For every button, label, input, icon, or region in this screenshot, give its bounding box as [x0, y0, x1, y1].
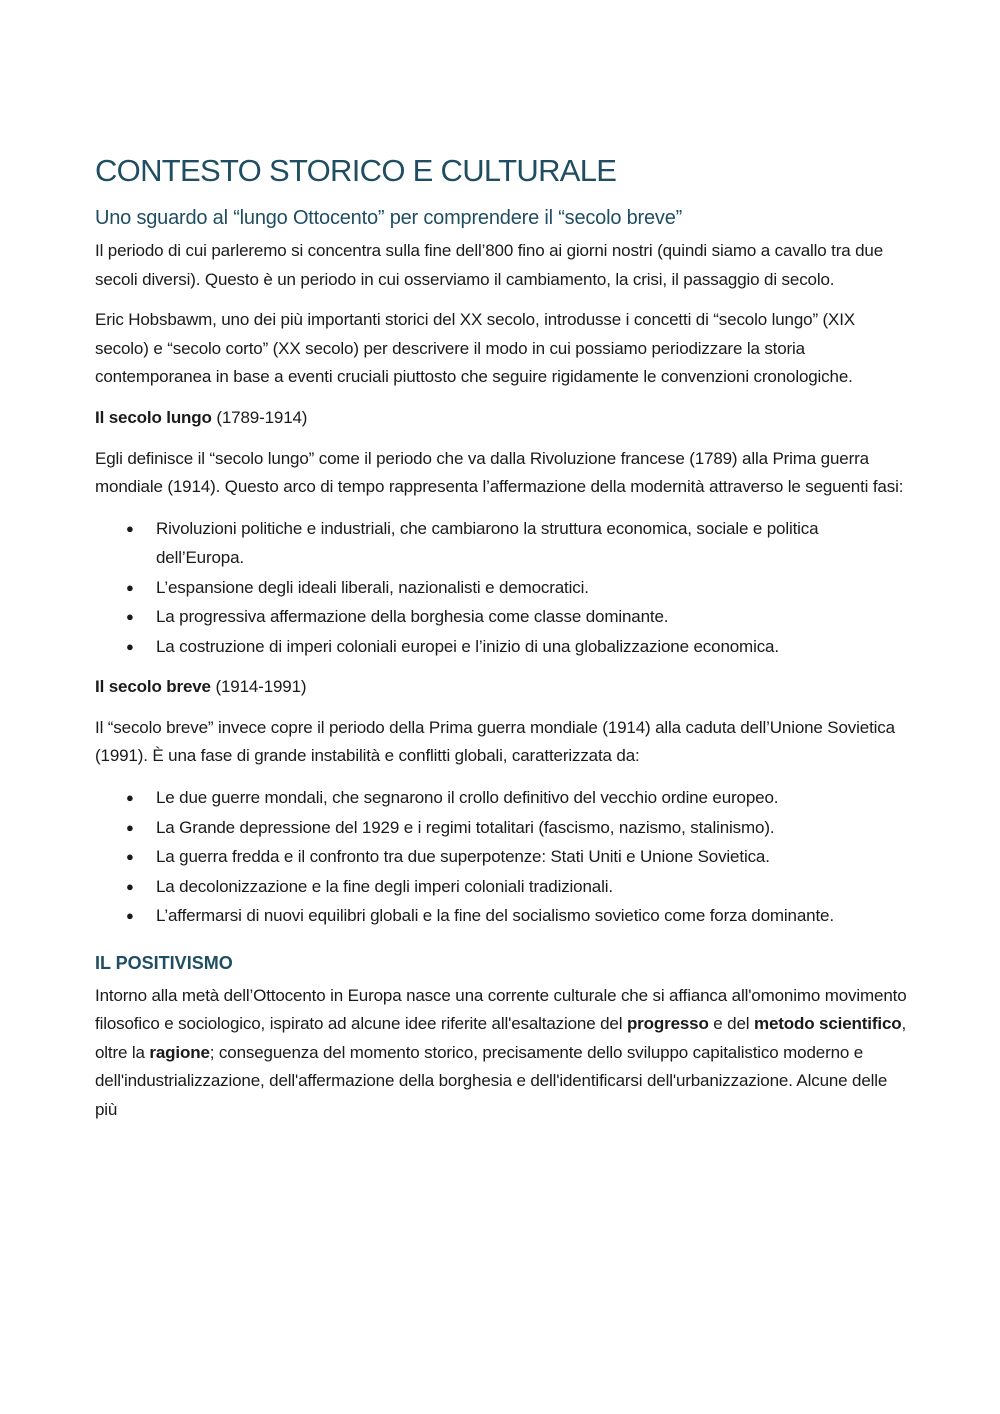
bullet-icon: ● — [126, 878, 134, 894]
secolo-lungo-text: Egli definisce il “secolo lungo” come il periodo che va dalla Rivoluzione francese (1789) alla Prima guerra mondiale (1914). Questo arco di tempo rappresenta l’affermazione della modernità attraverso le seguenti fasi: — [95, 448, 904, 497]
bullet-icon: ● — [126, 908, 134, 924]
secolo-breve-heading-bold: Il secolo breve — [95, 677, 211, 697]
positivismo-bold-progresso: progresso — [626, 1014, 709, 1034]
list-item-text: L’affermarsi di nuovi equilibri globali e la fine del socialismo sovietico come forza dominante. — [156, 906, 834, 926]
bullet-icon: ● — [126, 849, 134, 865]
bullet-icon: ● — [126, 520, 134, 536]
page-title: CONTESTO STORICO E CULTURALE — [95, 153, 617, 188]
page-subtitle: Uno sguardo al “lungo Ottocento” per comprendere il “secolo breve” — [95, 207, 683, 229]
secolo-breve-list — [95, 783, 910, 931]
document-page — [95, 148, 910, 1137]
positivismo-text-4: ; conseguenza del momento storico, precisamente dello sviluppo capitalistico moderno e dell'industrializzazione, dell'affermazione della borghesia e dell'identificarsi dell'urbanizzazione. Alcune delle più — [95, 1042, 888, 1119]
list-item — [126, 842, 910, 872]
positivismo-bold-ragione: ragione — [149, 1042, 210, 1062]
bullet-icon: ● — [126, 790, 134, 806]
secolo-breve-text: Il “secolo breve” invece copre il periodo della Prima guerra mondiale (1914) alla caduta dell’Unione Sovietica (1991). È una fase di grande instabilità e conflitti globali, caratterizzata da: — [95, 717, 895, 766]
list-item — [126, 632, 910, 662]
list-item-text: La Grande depressione del 1929 e i regimi totalitari (fascismo, nazismo, stalinismo). — [156, 817, 775, 837]
bullet-icon: ● — [126, 609, 134, 625]
list-item-text: La progressiva affermazione della borghesia come classe dominante. — [156, 607, 669, 627]
bullet-icon: ● — [126, 579, 134, 595]
list-item-text: La costruzione di imperi coloniali europei e l’inizio di una globalizzazione economica. — [156, 636, 779, 656]
list-item-text: La guerra fredda e il confronto tra due superpotenze: Stati Uniti e Unione Sovietica. — [156, 847, 770, 867]
list-item — [126, 813, 910, 843]
list-item-text: Rivoluzioni politiche e industriali, che cambiarono la struttura economica, sociale e politica dell’Europa. — [156, 518, 819, 568]
secolo-breve-heading — [95, 673, 910, 702]
list-item-text: L’espansione degli ideali liberali, nazionalisti e democratici. — [156, 577, 589, 597]
positivismo-text-2: e del — [708, 1014, 754, 1034]
secolo-lungo-heading-dates: (1789-1914) — [211, 407, 308, 427]
list-item — [126, 573, 910, 603]
list-item-text: La decolonizzazione e la fine degli imperi coloniali tradizionali. — [156, 876, 613, 896]
list-item — [126, 872, 910, 902]
intro-paragraph-2: Eric Hobsbawm, uno dei più importanti storici del XX secolo, introdusse i concetti di “secolo lungo” (XIX secolo) e “secolo corto” (XX secolo) per descrivere il modo in cui possiamo periodizzare la storia contemporanea in base a eventi cruciali piuttosto che seguire rigidamente le convenzioni cronologiche. — [95, 310, 856, 387]
intro-paragraph-1: Il periodo di cui parleremo si concentra sulla fine dell’800 fino ai giorni nostri (quindi siamo a cavallo tra due secoli diversi). Questo è un periodo in cui osserviamo il cambiamento, la crisi, il passaggio di secolo. — [95, 241, 884, 289]
positivismo-bold-metodo: metodo scientifico — [754, 1014, 902, 1034]
positivismo-heading: IL POSITIVISMO — [95, 952, 233, 973]
bullet-icon: ● — [126, 819, 134, 835]
positivismo-paragraph — [95, 982, 910, 1125]
secolo-lungo-list — [95, 514, 910, 662]
secolo-lungo-heading — [95, 404, 910, 433]
bullet-icon: ● — [126, 638, 134, 654]
positivismo-text-1: Intorno alla metà dell’Ottocento in Europa nasce una corrente culturale che si affianca all'omonimo movimento filosofico e sociologico, ispirato ad alcune idee riferite all'esaltazione del — [95, 985, 907, 1034]
list-item — [126, 901, 910, 931]
positivismo-text-3: , oltre la — [95, 1014, 907, 1062]
list-item — [126, 783, 910, 813]
secolo-breve-heading-dates: (1914-1991) — [210, 677, 307, 697]
list-item — [126, 602, 910, 632]
list-item-text: Le due guerre mondali, che segnarono il crollo definitivo del vecchio ordine europeo. — [156, 788, 779, 808]
secolo-lungo-heading-bold: Il secolo lungo — [95, 407, 212, 427]
list-item — [126, 514, 910, 573]
